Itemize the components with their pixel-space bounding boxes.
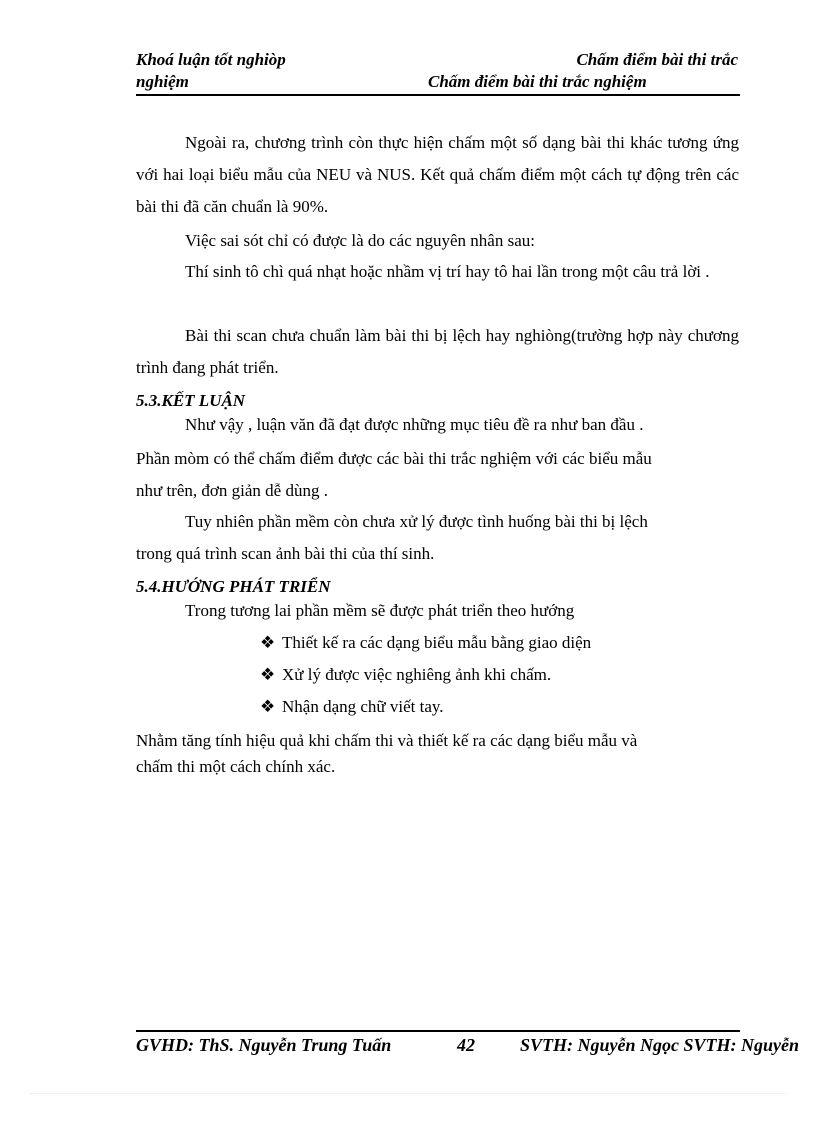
bullet-item-1 xyxy=(260,633,591,653)
s3-line-2: Phần mòm có thể chấm điểm được các bài thi trắc nghiệm với các biểu mẫu xyxy=(136,449,652,468)
header-right-line1: Chấm điểm bài thi trắc xyxy=(576,50,738,69)
paragraph-3: Thí sinh tô chì quá nhạt hoặc nhầm vị trí hay tô hai lần trong một câu trả lời . xyxy=(185,262,710,281)
page-bottom-divider xyxy=(30,1093,786,1094)
footer-left: GVHD: ThS. Nguyễn Trung Tuấn xyxy=(136,1035,392,1055)
diamond-bullet-icon: ❖ xyxy=(260,697,276,716)
s3-line-5: trong quá trình scan ảnh bài thi của thí sinh. xyxy=(136,544,435,563)
bullet-text: Xử lý được việc nghiêng ảnh khi chấm. xyxy=(282,665,552,684)
bullet-item-2 xyxy=(260,665,551,685)
page-number: 42 xyxy=(457,1035,475,1055)
bullet-item-3 xyxy=(260,697,444,717)
s3-line-1: Như vậy , luận văn đã đạt được những mục tiêu đề ra như ban đầu . xyxy=(185,415,644,434)
paragraph-2: Việc sai sót chỉ có được là do các nguyên nhân sau: xyxy=(185,231,535,250)
s3-line-3: như trên, đơn giản dễ dùng . xyxy=(136,481,328,500)
paragraph-4: Bài thi scan chưa chuẩn làm bài thi bị lệch hay nghiòng(trường hợp này chương trình đang phát triển. xyxy=(136,326,739,377)
section-heading-5-4: 5.4.HƯỚNG PHÁT TRIỂN xyxy=(136,577,331,596)
header-right-line2: Chấm điểm bài thi trắc nghiệm xyxy=(428,72,647,91)
footer-right: SVTH: Nguyễn Ngọc SVTH: Nguyễn xyxy=(520,1035,799,1055)
footer-rule xyxy=(136,1030,740,1032)
diamond-bullet-icon: ❖ xyxy=(260,665,276,684)
closing-line-1: Nhằm tăng tính hiệu quả khi chấm thi và thiết kế ra các dạng biểu mẫu và xyxy=(136,731,638,750)
diamond-bullet-icon: ❖ xyxy=(260,633,276,652)
bullet-text: Nhận dạng chữ viết tay. xyxy=(282,697,444,716)
section-heading-5-3: 5.3.KẾT LUẬN xyxy=(136,391,246,410)
paragraph-1: Ngoài ra, chương trình còn thực hiện chấm một số dạng bài thi khác tương ứng với hai loại biểu mẫu của NEU và NUS. Kết quả chấm điểm một cách tự động trên các bài thi đã căn chuẩn là 90%. xyxy=(136,133,739,216)
closing-line-2: chấm thi một cách chính xác. xyxy=(136,757,336,776)
header-left-line1: Khoá luận tốt nghiòp xyxy=(136,50,286,69)
header-rule xyxy=(136,94,740,96)
s3-line-4: Tuy nhiên phần mềm còn chưa xử lý được tình huống bài thi bị lệch xyxy=(185,512,648,531)
bullet-text: Thiết kế ra các dạng biểu mẫu bằng giao diện xyxy=(282,633,592,652)
header-left-line2: nghiệm xyxy=(136,72,189,91)
s4-intro: Trong tương lai phần mềm sẽ được phát triển theo hướng xyxy=(185,601,575,620)
